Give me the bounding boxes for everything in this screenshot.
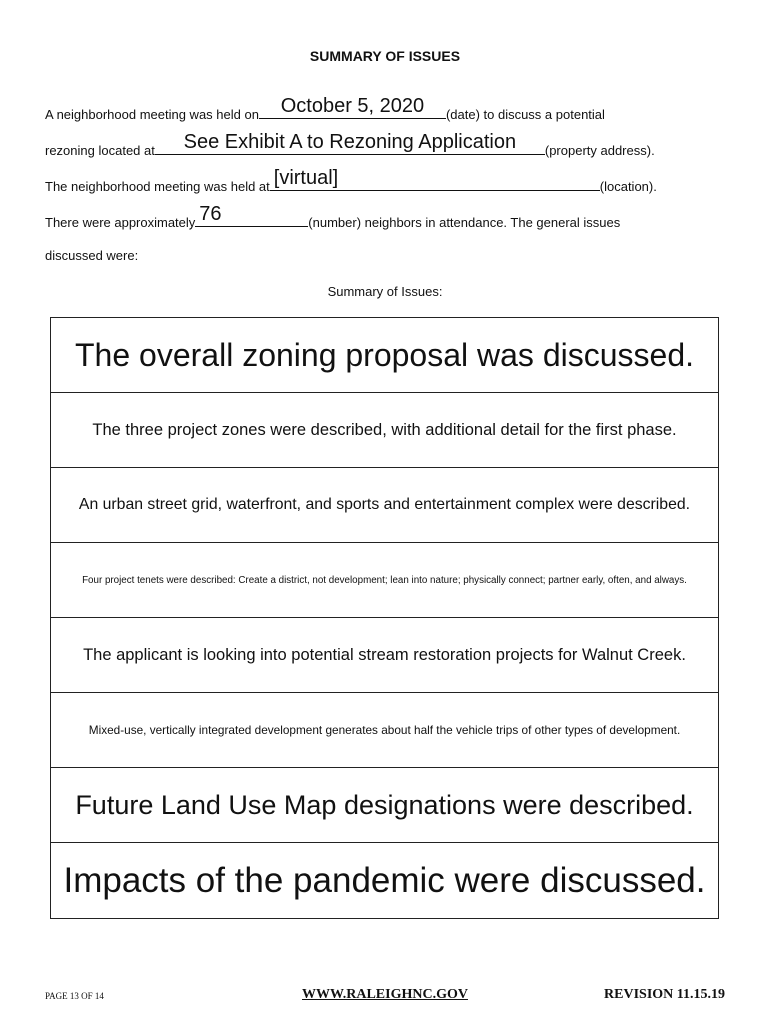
- intro-text: (property address).: [544, 143, 655, 158]
- summary-subheading: Summary of Issues:: [327, 284, 443, 299]
- issue-text: Future Land Use Map designations were described.: [75, 789, 694, 820]
- issue-row[interactable]: [51, 543, 718, 618]
- intro-text: (date) to discuss a potential: [445, 107, 605, 122]
- page-title: SUMMARY OF ISSUES: [309, 48, 461, 64]
- page-number: PAGE 13 OF 14: [45, 991, 104, 1001]
- issues-table: [50, 317, 719, 919]
- issue-row[interactable]: [51, 843, 718, 918]
- location-value: [virtual]: [273, 167, 339, 189]
- intro-text: The neighborhood meeting was held at: [45, 179, 270, 194]
- intro-line-location: [45, 167, 657, 195]
- intro-line-date: [45, 95, 605, 123]
- intro-text: (number) neighbors in attendance. The general issues: [308, 215, 621, 230]
- issue-row[interactable]: [51, 468, 718, 543]
- count-field[interactable]: [195, 203, 308, 227]
- issue-text: The overall zoning proposal was discussed.: [75, 336, 694, 373]
- intro-text: (location).: [599, 179, 657, 194]
- issue-text: Four project tenets were described: Create a district, not development; lean into nature; physically connect; partner early, often, and always.: [82, 574, 687, 586]
- count-value: 76: [199, 203, 222, 225]
- address-field[interactable]: [155, 131, 545, 155]
- issue-text: An urban street grid, waterfront, and sports and entertainment complex were described.: [78, 496, 691, 513]
- intro-text: rezoning located at: [45, 143, 155, 158]
- intro-text: There were approximately: [45, 215, 196, 230]
- intro-line-discussed: discussed were:: [45, 248, 139, 263]
- issue-text: The three project zones were described, with additional detail for the first phase.: [92, 420, 677, 439]
- intro-line-count: [45, 203, 621, 231]
- issue-row[interactable]: [51, 318, 718, 393]
- date-value: October 5, 2020: [280, 95, 425, 117]
- intro-text: A neighborhood meeting was held on: [45, 107, 259, 122]
- address-value: See Exhibit A to Rezoning Application: [183, 131, 517, 153]
- issue-row[interactable]: [51, 693, 718, 768]
- issue-text: The applicant is looking into potential stream restoration projects for Walnut Creek.: [83, 645, 686, 664]
- issue-row[interactable]: [51, 393, 718, 468]
- revision-label: REVISION 11.15.19: [604, 987, 725, 1002]
- intro-line-address: [45, 131, 655, 159]
- location-field[interactable]: [270, 167, 600, 191]
- issue-text: Impacts of the pandemic were discussed.: [63, 860, 706, 900]
- issue-text: Mixed-use, vertically integrated development generates about half the vehicle trips of other types of development.: [88, 723, 681, 737]
- date-field[interactable]: [259, 95, 446, 119]
- website-link[interactable]: WWW.RALEIGHNC.GOV: [302, 987, 468, 1002]
- issue-row[interactable]: [51, 618, 718, 693]
- issue-row[interactable]: [51, 768, 718, 843]
